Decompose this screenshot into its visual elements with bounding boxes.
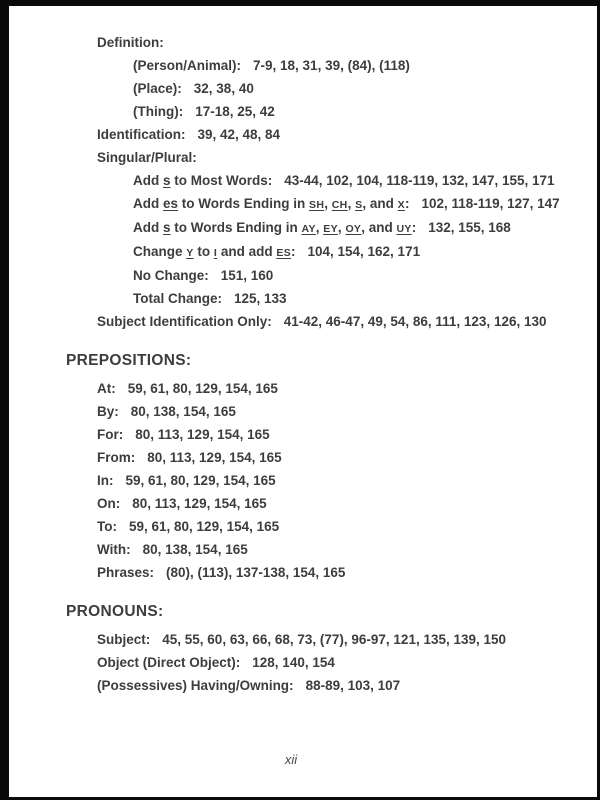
index-content [9, 6, 597, 693]
index-entry-label [97, 404, 119, 419]
index-entry [9, 474, 597, 488]
label-text: : [290, 244, 296, 259]
underlined-letter: EY [323, 223, 338, 235]
label-text: , [337, 220, 346, 235]
index-entry-label [97, 632, 150, 647]
index-entry-pages: 132, 155, 168 [428, 220, 511, 235]
footer-page-number: xii [284, 752, 298, 767]
index-entry [9, 543, 597, 557]
index-entry-label [97, 314, 272, 329]
index-entry-pages: 80, 113, 129, 154, 165 [135, 427, 270, 442]
index-entry [9, 151, 597, 165]
index-entry [9, 405, 597, 419]
index-entry [9, 382, 597, 396]
index-entry-pages: 59, 61, 80, 129, 154, 165 [125, 473, 276, 488]
section-heading: PRONOUNS: [66, 603, 164, 620]
label-text: By: [97, 404, 119, 419]
index-entry-label [97, 450, 135, 465]
underlined-letter: S [355, 199, 363, 211]
underlined-letter: s [163, 173, 171, 188]
index-entry-label [97, 473, 114, 488]
index-entry-pages: 88-89, 103, 107 [305, 678, 401, 693]
index-entry-pages: 102, 118-119, 127, 147 [421, 196, 560, 211]
label-text: (Person/Animal): [133, 58, 242, 73]
index-entry [9, 520, 597, 534]
label-text: , and [362, 196, 398, 211]
label-text: : [411, 220, 417, 235]
label-text: In: [97, 473, 114, 488]
label-text: No Change: [133, 268, 209, 283]
index-entry-label [133, 291, 222, 306]
label-text: , [324, 196, 332, 211]
label-text: Add [133, 196, 163, 211]
index-entry-pages: 39, 42, 48, 84 [197, 127, 281, 142]
label-text: , [315, 220, 324, 235]
label-text: Subject: [97, 632, 151, 647]
index-entry-label [97, 565, 154, 580]
index-entry-pages: 32, 38, 40 [193, 81, 254, 96]
label-text: To: [97, 519, 117, 534]
underlined-letter: AY [301, 223, 316, 235]
index-entry-label [97, 542, 131, 557]
index-entry [9, 292, 597, 306]
index-entry [9, 451, 597, 465]
label-text: (Place): [133, 81, 182, 96]
index-entry [9, 197, 597, 212]
label-text: and add [217, 244, 277, 259]
index-entry [9, 221, 597, 236]
index-entry-label [97, 496, 120, 511]
label-text: Change [133, 244, 187, 259]
label-text: to Most Words: [170, 173, 273, 188]
index-entry [9, 128, 597, 142]
index-entry [9, 497, 597, 511]
index-entry-pages: 43-44, 102, 104, 118-119, 132, 147, 155, 171 [284, 173, 555, 188]
label-text: Total Change: [133, 291, 222, 306]
index-entry-pages: 7-9, 18, 31, 39, (84), (118) [253, 58, 410, 73]
index-entry [9, 174, 597, 188]
index-entry-label [133, 244, 295, 259]
index-entry [9, 679, 597, 693]
index-entry-label [97, 127, 186, 142]
index-entry-pages: 128, 140, 154 [252, 655, 335, 670]
index-entry-label [133, 173, 272, 188]
index-entry-label [133, 104, 183, 119]
section-heading: PREPOSITIONS: [66, 352, 192, 369]
index-entry-pages: 80, 113, 129, 154, 165 [147, 450, 282, 465]
index-entry-pages: (80), (113), 137-138, 154, 165 [166, 565, 346, 580]
label-text: to [193, 244, 214, 259]
index-entry [9, 59, 597, 73]
index-entry [9, 82, 597, 96]
label-text: to Words Ending in [178, 196, 310, 211]
index-entry [9, 633, 597, 647]
label-text: For: [97, 427, 124, 442]
index-entry-pages: 104, 154, 162, 171 [307, 244, 421, 259]
label-text: , [347, 196, 356, 211]
index-entry [9, 36, 597, 50]
index-entry-pages: 59, 61, 80, 129, 154, 165 [129, 519, 280, 534]
label-text: Add [133, 173, 163, 188]
index-entry-pages: 151, 160 [220, 268, 274, 283]
index-entry-pages: 41-42, 46-47, 49, 54, 86, 111, 123, 126, 130 [283, 314, 547, 329]
label-text: Singular/Plural: [97, 150, 197, 165]
index-entry-pages: 45, 55, 60, 63, 66, 68, 73, (77), 96-97, 121, 135, 139, 150 [162, 632, 507, 647]
label-text: : [405, 196, 410, 211]
label-text: At: [97, 381, 116, 396]
label-text: , and [361, 220, 397, 235]
index-entry [9, 245, 597, 260]
index-sections [9, 36, 597, 693]
underlined-letter: I [213, 247, 218, 259]
label-text: Phrases: [97, 565, 155, 580]
underlined-letter: SH [309, 199, 325, 211]
index-entry [9, 105, 597, 119]
index-entry-label [133, 81, 182, 96]
underlined-letter: ES [276, 247, 291, 259]
index-entry [9, 269, 597, 283]
index-entry-label [97, 381, 116, 396]
underlined-letter: Y [186, 247, 194, 259]
index-entry-label [133, 196, 410, 211]
underlined-letter: X [397, 199, 405, 211]
index-entry [9, 566, 597, 580]
index-entry-label [97, 35, 164, 50]
label-text: Identification: [97, 127, 186, 142]
index-entry-pages: 80, 138, 154, 165 [130, 404, 236, 419]
label-text: From: [97, 450, 136, 465]
label-text: (Possessives) Having/Owning: [97, 678, 294, 693]
label-text: Add [133, 220, 163, 235]
index-entry-label [133, 58, 241, 73]
index-entry [9, 315, 597, 329]
index-entry-pages: 125, 133 [234, 291, 287, 306]
underlined-letter: es [163, 196, 179, 211]
label-text: Definition: [97, 35, 164, 50]
underlined-letter: s [163, 220, 171, 235]
index-entry-label [97, 655, 240, 670]
index-entry-pages: 80, 138, 154, 165 [142, 542, 248, 557]
index-entry-label [97, 427, 123, 442]
underlined-letter: UY [396, 223, 412, 235]
label-text: (Thing): [133, 104, 184, 119]
index-entry-label [97, 150, 197, 165]
label-text: With: [97, 542, 131, 557]
index-entry-label [133, 220, 416, 235]
underlined-letter: CH [331, 199, 348, 211]
index-entry-label [97, 678, 294, 693]
index-entry-pages: 17-18, 25, 42 [195, 104, 275, 119]
label-text: to Words Ending in [170, 220, 302, 235]
index-entry [9, 428, 597, 442]
label-text: Subject Identification Only: [97, 314, 272, 329]
index-entry-label [97, 519, 117, 534]
index-entry-pages: 80, 113, 129, 154, 165 [132, 496, 267, 511]
index-entry-pages: 59, 61, 80, 129, 154, 165 [127, 381, 278, 396]
label-text: On: [97, 496, 121, 511]
index-entry [9, 656, 597, 670]
underlined-letter: OY [345, 223, 362, 235]
index-entry-label [133, 268, 209, 283]
label-text: Object (Direct Object): [97, 655, 241, 670]
